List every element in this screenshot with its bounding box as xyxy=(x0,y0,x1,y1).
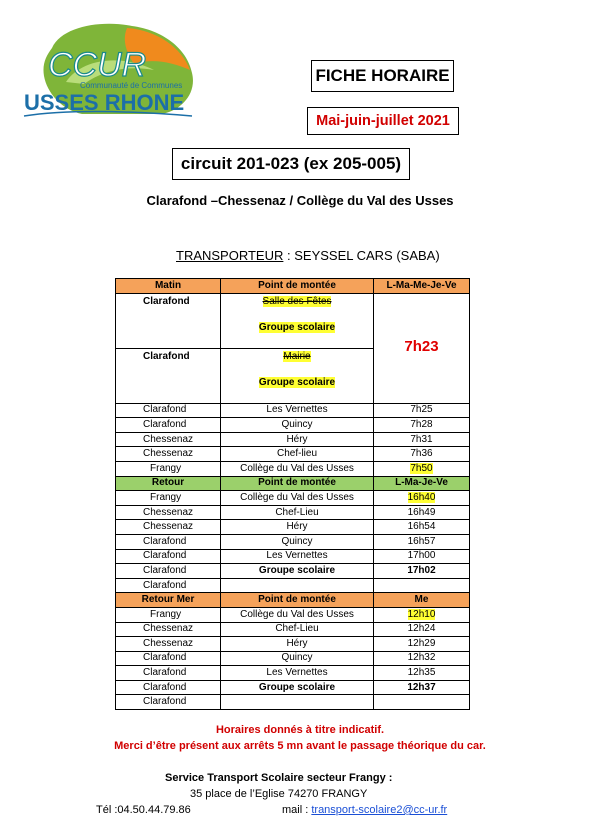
table-row: Frangy Collège du Val des Usses 16h40 xyxy=(116,491,470,506)
retour-header: Retour Point de montée L-Ma-Je-Ve xyxy=(116,476,470,491)
svg-text:Communauté de Communes: Communauté de Communes xyxy=(80,81,183,90)
page-title: FICHE HORAIRE xyxy=(311,60,454,92)
table-row: Clarafond xyxy=(116,695,470,710)
table-row: Clarafond Les Vernettes 12h35 xyxy=(116,666,470,681)
footer-service: Service Transport Scolaire secteur Frangy : xyxy=(165,772,393,784)
table-row: Clarafond Salle des Fêtes Groupe scolaire 7h23 xyxy=(116,293,470,348)
table-row: Clarafond Les Vernettes 7h25 xyxy=(116,403,470,418)
table-row: Chessenaz Chef-lieu 7h36 xyxy=(116,447,470,462)
retour-mer-header: Retour Mer Point de montée Me xyxy=(116,593,470,608)
schedule-table xyxy=(115,278,470,710)
transporteur: TRANSPORTEUR : SEYSSEL CARS (SABA) xyxy=(176,248,440,263)
circuit-label: circuit 201-023 (ex 205-005) xyxy=(172,148,410,180)
footer-tel: Tél :04.50.44.79.86 xyxy=(96,804,191,816)
footer-mail: mail : transport-scolaire2@cc-ur.fr xyxy=(282,804,448,816)
route-label: Clarafond –Chessenaz / Collège du Val des Usses xyxy=(146,193,454,208)
table-row: Clarafond xyxy=(116,578,470,593)
matin-header: Matin Point de montée L-Ma-Me-Je-Ve xyxy=(116,279,470,294)
period-label: Mai-juin-juillet 2021 xyxy=(307,107,459,135)
table-row: Chessenaz Héry 16h54 xyxy=(116,520,470,535)
footer-address: 35 place de l’Eglise 74270 FRANGY xyxy=(190,788,368,800)
table-row: Clarafond Mairie Groupe scolaire xyxy=(116,348,470,403)
table-row: Chessenaz Chef-Lieu 12h24 xyxy=(116,622,470,637)
table-row: Clarafond Quincy 7h28 xyxy=(116,418,470,433)
table-row: Clarafond Groupe scolaire 12h37 xyxy=(116,680,470,695)
table-row: Chessenaz Héry 7h31 xyxy=(116,432,470,447)
note-indicatif: Horaires donnés à titre indicatif. xyxy=(215,724,385,736)
table-row: Frangy Collège du Val des Usses 12h10 xyxy=(116,607,470,622)
svg-text:CCUR: CCUR xyxy=(48,46,147,84)
table-row: Clarafond Quincy 12h32 xyxy=(116,651,470,666)
table-row: Clarafond Les Vernettes 17h00 xyxy=(116,549,470,564)
ccur-logo xyxy=(22,18,202,138)
email-link[interactable]: transport-scolaire2@cc-ur.fr xyxy=(311,804,448,816)
note-arrival: Merci d’être présent aux arrêts 5 mn avant le passage théorique du car. xyxy=(114,740,486,752)
table-row: Chessenaz Héry 12h29 xyxy=(116,637,470,652)
svg-text:USSES RHONE: USSES RHONE xyxy=(24,90,185,115)
table-row: Frangy Collège du Val des Usses 7h50 xyxy=(116,461,470,476)
table-row: Clarafond Groupe scolaire 17h02 xyxy=(116,564,470,579)
table-row: Clarafond Quincy 16h57 xyxy=(116,534,470,549)
table-row: Chessenaz Chef-Lieu 16h49 xyxy=(116,505,470,520)
